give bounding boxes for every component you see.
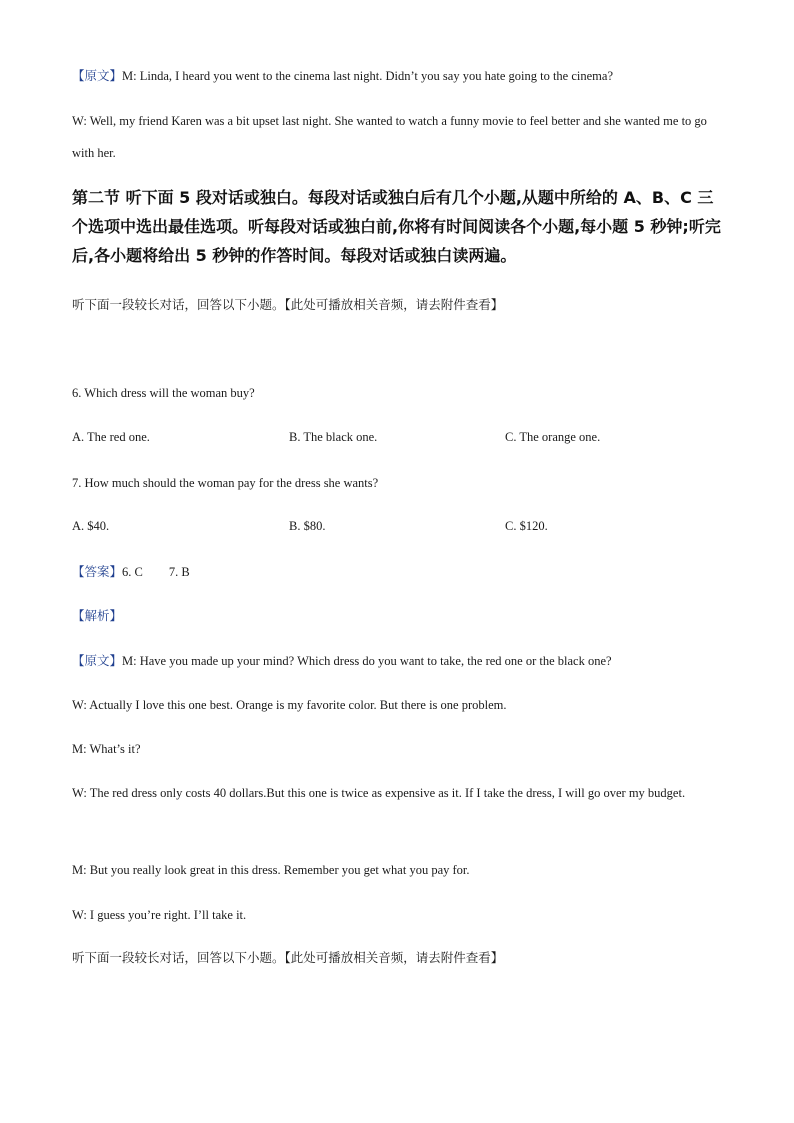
answer-6: 6. C	[122, 565, 143, 579]
question-6: 6. Which dress will the woman buy?	[72, 386, 255, 400]
question-7: 7. How much should the woman pay for the dress she wants?	[72, 476, 379, 490]
listening-instruction-1: 听下面一段较长对话，回答以下小题。【此处可播放相关音频，请去附件查看】	[72, 298, 504, 312]
transcript-2-line-3: M: What’s it?	[72, 742, 141, 756]
q6-option-b: B. The black one.	[289, 430, 378, 444]
section-2-heading: 第二节 听下面 5 段对话或独白。每段对话或独白后有几个小题,从题中所给的 A、B、C 三个选项中选出最佳选项。听每段对话或独白前,你将有时间阅读各个小题,每小题 5 秒钟;听完后,各小题将给出 5 秒钟的作答时间。每段对话或独白读两遍。	[72, 188, 721, 265]
listening-instruction-2: 听下面一段较长对话，回答以下小题。【此处可播放相关音频，请去附件查看】	[72, 951, 504, 965]
answer-7: 7. B	[168, 565, 190, 579]
transcript-1-w-line: W: Well, my friend Karen was a bit upset last night. She wanted to watch a funny movie to feel better and she wanted me to go with her.	[72, 114, 707, 160]
transcript-2-line-6: W: I guess you’re right. I’ll take it.	[72, 908, 247, 922]
transcript-2-line-4: W: The red dress only costs 40 dollars.But this one is twice as expensive as it. If I take the dress, I will go over my budget.	[72, 786, 686, 800]
q7-option-a: A. $40.	[72, 519, 110, 533]
transcript-2-line-5: M: But you really look great in this dress. Remember you get what you pay for.	[72, 863, 470, 877]
transcript-2-line-1: 【原文】M: Have you made up your mind? Which dress do you want to take, the red one or the black one?	[72, 654, 612, 668]
original-text-tag: 【原文】	[72, 654, 123, 668]
answer-line	[72, 564, 190, 580]
q7-option-b: B. $80.	[289, 519, 326, 533]
original-text-tag: 【原文】	[72, 69, 123, 83]
analysis-tag: 【解析】	[72, 609, 123, 623]
q6-option-a: A. The red one.	[72, 430, 150, 444]
transcript-2-line-2: W: Actually I love this one best. Orange is my favorite color. But there is one problem.	[72, 698, 507, 712]
transcript-1-m-line: 【原文】M: Linda, I heard you went to the cinema last night. Didn’t you say you hate going to the cinema?	[72, 69, 613, 83]
q7-option-c: C. $120.	[505, 519, 548, 533]
answer-tag: 【答案】	[72, 565, 123, 579]
q6-option-c: C. The orange one.	[505, 430, 601, 444]
